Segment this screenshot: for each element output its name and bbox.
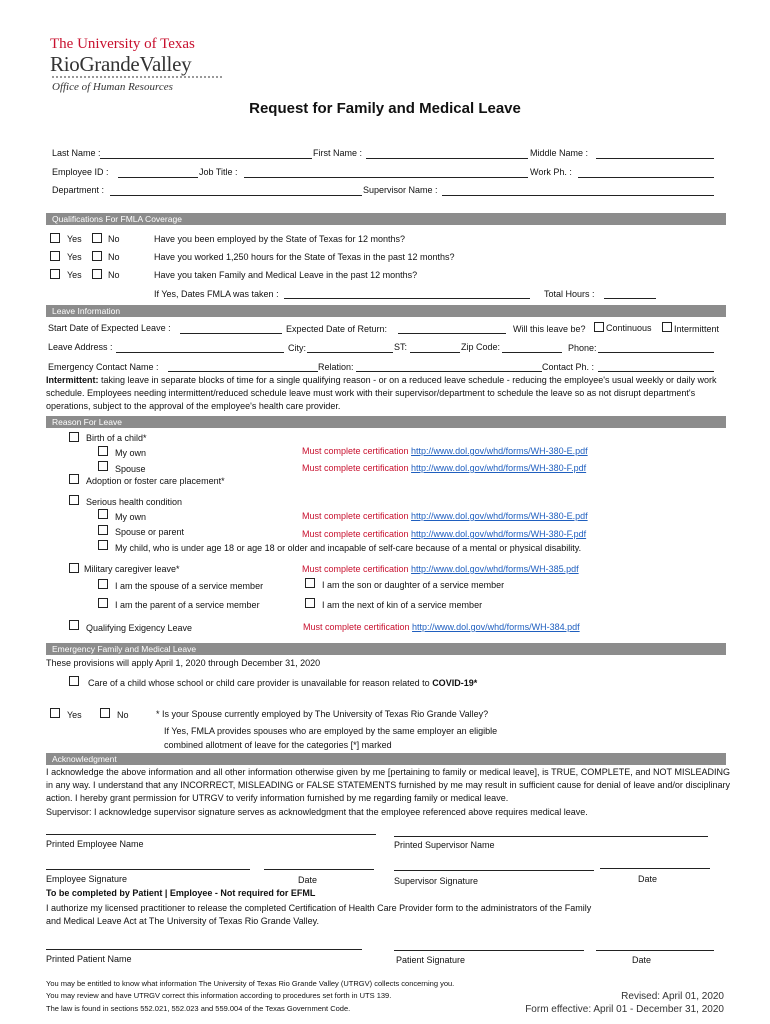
return-date-field[interactable]	[398, 333, 506, 334]
serious-spouse-label: Spouse or parent	[115, 527, 185, 537]
continuous-checkbox[interactable]	[594, 322, 604, 332]
printed-patient-line[interactable]	[46, 949, 362, 950]
q3-question: Have you taken Family and Medical Leave in the past 12 months?	[154, 270, 418, 280]
state-field[interactable]	[410, 352, 460, 353]
q1-question: Have you been employed by the State of Texas for 12 months?	[154, 234, 405, 244]
must-complete-text: Must complete certification	[302, 446, 412, 456]
supervisor-name-label: Supervisor Name :	[363, 185, 438, 195]
must-complete-text: Must complete certification	[302, 564, 412, 574]
printed-employee-line[interactable]	[46, 834, 376, 835]
total-hours-label: Total Hours :	[544, 289, 595, 299]
patient-heading: To be completed by Patient | Employee - Not required for EFML	[46, 888, 316, 898]
must-complete-text: Must complete certification	[302, 463, 412, 473]
military-checkbox[interactable]	[69, 563, 79, 573]
spouse-yes-checkbox[interactable]	[50, 708, 60, 718]
intermittent-definition	[46, 374, 730, 413]
spouse-question: * Is your Spouse currently employed by The University of Texas Rio Grande Valley?	[156, 709, 489, 719]
revised-date: Revised: April 01, 2020	[621, 991, 724, 1002]
q2-no-checkbox[interactable]	[92, 251, 102, 261]
start-date-field[interactable]	[180, 333, 282, 334]
supervisor-ack-text: Supervisor: I acknowledge supervisor signature serves as acknowledgment that the employee referenced above requires medical leave.	[46, 807, 588, 817]
supervisor-signature-line[interactable]	[394, 870, 594, 871]
intermittent-option-label: Intermittent	[674, 324, 720, 334]
q1-yes-checkbox[interactable]	[50, 233, 60, 243]
cert-serious-spouse	[302, 529, 586, 539]
serious-child-checkbox[interactable]	[98, 540, 108, 550]
emergency-contact-label: Emergency Contact Name :	[48, 362, 159, 372]
university-name: The University of Texas	[50, 36, 195, 52]
printed-supervisor-label: Printed Supervisor Name	[394, 840, 495, 850]
work-phone-label: Work Ph. :	[530, 167, 572, 177]
leave-address-label: Leave Address :	[48, 342, 113, 352]
serious-child-label: My child, who is under age 18 or age 18 or older and incapable of self-care because of a mental or physical disability.	[115, 543, 582, 553]
q1-no-label: No	[108, 234, 120, 244]
dates-taken-field[interactable]	[284, 298, 530, 299]
work-phone-field[interactable]	[578, 177, 714, 178]
birth-spouse-label: Spouse	[115, 464, 146, 474]
provisions-text: These provisions will apply April 1, 2020 through December 31, 2020	[46, 658, 321, 668]
birth-checkbox[interactable]	[69, 432, 79, 442]
cert-birth-own	[302, 446, 588, 456]
department-field[interactable]	[110, 195, 362, 196]
q2-yes-checkbox[interactable]	[50, 251, 60, 261]
spouse-no-checkbox[interactable]	[100, 708, 110, 718]
employee-signature-line[interactable]	[46, 869, 250, 870]
last-name-label: Last Name :	[52, 148, 101, 158]
section-qualifications: Qualifications For FMLA Coverage	[46, 213, 726, 225]
wh-380-f-link[interactable]: http://www.dol.gov/whd/forms/WH-380-F.pdf	[411, 529, 587, 539]
return-date-label: Expected Date of Return:	[286, 324, 388, 334]
employee-id-field[interactable]	[118, 177, 198, 178]
continuous-label: Continuous	[606, 323, 652, 333]
first-name-field[interactable]	[366, 158, 528, 159]
adoption-label: Adoption or foster care placement*	[86, 476, 225, 486]
q3-yes-checkbox[interactable]	[50, 269, 60, 279]
must-complete-text: Must complete certification	[302, 511, 412, 521]
state-label: ST:	[394, 342, 408, 352]
city-label: City:	[288, 343, 306, 353]
logo-divider	[52, 76, 222, 78]
relation-label: Relation:	[318, 362, 354, 372]
acknowledgment-text: I acknowledge the above information and all other information otherwise given by me [pertaining to family or medical leave], is TRUE, COMPLETE, and NOT MISLEADING in any way. I understand that any INCORRECT, MISLEADING or FALSE STATEMENTS furnished by me may result in sufficient cause for denial of leave and/or disciplinary action. I hereby grant permission for UTRGV to verify information furnished by me regarding family or medical leave.	[46, 767, 730, 803]
patient-signature-label: Patient Signature	[396, 955, 466, 965]
birth-my-own-checkbox[interactable]	[98, 446, 108, 456]
must-complete-text: Must complete certification	[302, 529, 412, 539]
mil-kin-checkbox[interactable]	[305, 598, 315, 608]
city-field[interactable]	[307, 352, 393, 353]
section-reason: Reason For Leave	[46, 416, 726, 428]
intermittent-text: taking leave in separate blocks of time for a single qualifying reason - or on a reduced leave schedule - reducing the employee's usual weekly or daily work schedule. Employees needing intermittent/reduced schedule leave must work with their supervisor/department to schedule the leave so as not disrupt department's operations, subject to the approval of the employee's health care provider.	[46, 375, 717, 411]
relation-field[interactable]	[356, 371, 542, 372]
total-hours-field[interactable]	[604, 298, 656, 299]
birth-label: Birth of a child*	[86, 433, 147, 443]
covid-care-checkbox[interactable]	[69, 676, 79, 686]
q2-question: Have you worked 1,250 hours for the State of Texas in the past 12 months?	[154, 252, 455, 262]
patient-date-line[interactable]	[596, 950, 714, 951]
patient-signature-line[interactable]	[394, 950, 584, 951]
serious-label: Serious health condition	[86, 497, 183, 507]
contact-phone-field[interactable]	[598, 371, 714, 372]
employee-signature-label: Employee Signature	[46, 874, 128, 884]
footer-line-1: You may be entitled to know what information The University of Texas Rio Grande Valley (UTRGV) collects concerning you.	[46, 979, 455, 988]
effective-date: Form effective: April 01 - December 31, 2020	[525, 1004, 724, 1015]
wh-380-e-link[interactable]: http://www.dol.gov/whd/forms/WH-380-E.pdf	[411, 446, 588, 456]
q3-no-checkbox[interactable]	[92, 269, 102, 279]
exigency-checkbox[interactable]	[69, 620, 79, 630]
zip-field[interactable]	[502, 352, 562, 353]
q3-yes-label: Yes	[67, 270, 82, 280]
cert-exigency	[303, 622, 580, 632]
campus-name: RioGrandeValley	[50, 52, 192, 76]
spouse-yes-label: Yes	[67, 710, 82, 720]
cert-birth-spouse	[302, 463, 586, 473]
birth-my-own-label: My own	[115, 448, 147, 458]
phone-field[interactable]	[598, 352, 714, 353]
serious-spouse-checkbox[interactable]	[98, 525, 108, 535]
intermittent-term: Intermittent:	[46, 375, 99, 385]
footer-line-2: You may review and have UTRGV correct this information according to procedures set forth in UTS 139.	[46, 991, 392, 1000]
spouse-no-label: No	[117, 710, 129, 720]
mil-child-label: I am the son or daughter of a service member	[322, 580, 505, 590]
mil-kin-label: I am the next of kin of a service member	[322, 600, 483, 610]
q1-yes-label: Yes	[67, 234, 82, 244]
section-acknowledgment: Acknowledgment	[46, 753, 726, 765]
contact-phone-label: Contact Ph. :	[542, 362, 595, 372]
spouse-note-2: combined allotment of leave for the categories [*] marked	[164, 740, 392, 750]
spouse-note-1: If Yes, FMLA provides spouses who are employed by the same employer an eligible	[164, 726, 498, 736]
mil-spouse-label: I am the spouse of a service member	[115, 581, 264, 591]
patient-date-label: Date	[632, 955, 652, 965]
q2-no-label: No	[108, 252, 120, 262]
wh-380-e-link[interactable]: http://www.dol.gov/whd/forms/WH-380-E.pdf	[411, 511, 588, 521]
adoption-checkbox[interactable]	[69, 474, 79, 484]
q3-no-label: No	[108, 270, 120, 280]
serious-my-own-label: My own	[115, 512, 147, 522]
will-be-label: Will this leave be?	[513, 324, 586, 334]
job-title-field[interactable]	[244, 177, 528, 178]
mil-spouse-checkbox[interactable]	[98, 579, 108, 589]
department-label: Department :	[52, 185, 105, 195]
military-label: Military caregiver leave*	[84, 564, 180, 574]
zip-label: Zip Code:	[461, 342, 501, 352]
emergency-contact-field[interactable]	[168, 371, 318, 372]
last-name-field[interactable]	[100, 158, 312, 159]
cert-military	[302, 564, 579, 574]
supervisor-signature-label: Supervisor Signature	[394, 876, 479, 886]
section-leave-information: Leave Information	[46, 305, 726, 317]
serious-my-own-checkbox[interactable]	[98, 509, 108, 519]
printed-employee-label: Printed Employee Name	[46, 839, 144, 849]
supervisor-date-line[interactable]	[600, 868, 710, 869]
intermittent-checkbox[interactable]	[662, 322, 672, 332]
supervisor-date-label: Date	[638, 874, 658, 884]
employee-date-label: Date	[298, 875, 318, 885]
form-title: Request for Family and Medical Leave	[249, 100, 521, 117]
dates-taken-label: If Yes, Dates FMLA was taken :	[154, 289, 279, 299]
employee-date-line[interactable]	[264, 869, 374, 870]
supervisor-name-field[interactable]	[442, 195, 714, 196]
leave-address-field[interactable]	[116, 352, 284, 353]
wh-385-link[interactable]: http://www.dol.gov/whd/forms/WH-385.pdf	[411, 564, 579, 574]
cert-serious-own	[302, 511, 588, 521]
covid-care-text: Care of a child whose school or child care provider is unavailable for reason related to	[88, 678, 433, 688]
covid-care-label	[88, 678, 477, 688]
printed-patient-label: Printed Patient Name	[46, 954, 132, 964]
printed-supervisor-line[interactable]	[394, 836, 708, 837]
mil-child-checkbox[interactable]	[305, 578, 315, 588]
q1-no-checkbox[interactable]	[92, 233, 102, 243]
birth-spouse-checkbox[interactable]	[98, 461, 108, 471]
serious-checkbox[interactable]	[69, 495, 79, 505]
office-name: Office of Human Resources	[52, 81, 173, 93]
mil-parent-checkbox[interactable]	[98, 598, 108, 608]
middle-name-label: Middle Name :	[530, 148, 589, 158]
employee-id-label: Employee ID :	[52, 167, 109, 177]
first-name-label: First Name :	[313, 148, 363, 158]
covid-term: COVID-19*	[432, 678, 478, 688]
wh-380-f-link[interactable]: http://www.dol.gov/whd/forms/WH-380-F.pdf	[411, 463, 587, 473]
start-date-label: Start Date of Expected Leave :	[48, 323, 171, 333]
job-title-label: Job Title :	[199, 167, 238, 177]
patient-authorization-text: I authorize my licensed practitioner to release the completed Certification of Health Care Provider form to the administrators of the Family and Medical Leave Act at The University of Texas Rio Grande Valley.	[46, 903, 592, 926]
mil-parent-label: I am the parent of a service member	[115, 600, 260, 610]
phone-label: Phone:	[568, 343, 597, 353]
exigency-label: Qualifying Exigency Leave	[86, 623, 193, 633]
section-emergency: Emergency Family and Medical Leave	[46, 643, 726, 655]
q2-yes-label: Yes	[67, 252, 82, 262]
middle-name-field[interactable]	[596, 158, 714, 159]
footer-line-3: The law is found in sections 552.021, 552.023 and 559.004 of the Texas Government Code.	[46, 1004, 351, 1013]
wh-384-link[interactable]: http://www.dol.gov/whd/forms/WH-384.pdf	[412, 622, 580, 632]
must-complete-text: Must complete certification	[303, 622, 413, 632]
